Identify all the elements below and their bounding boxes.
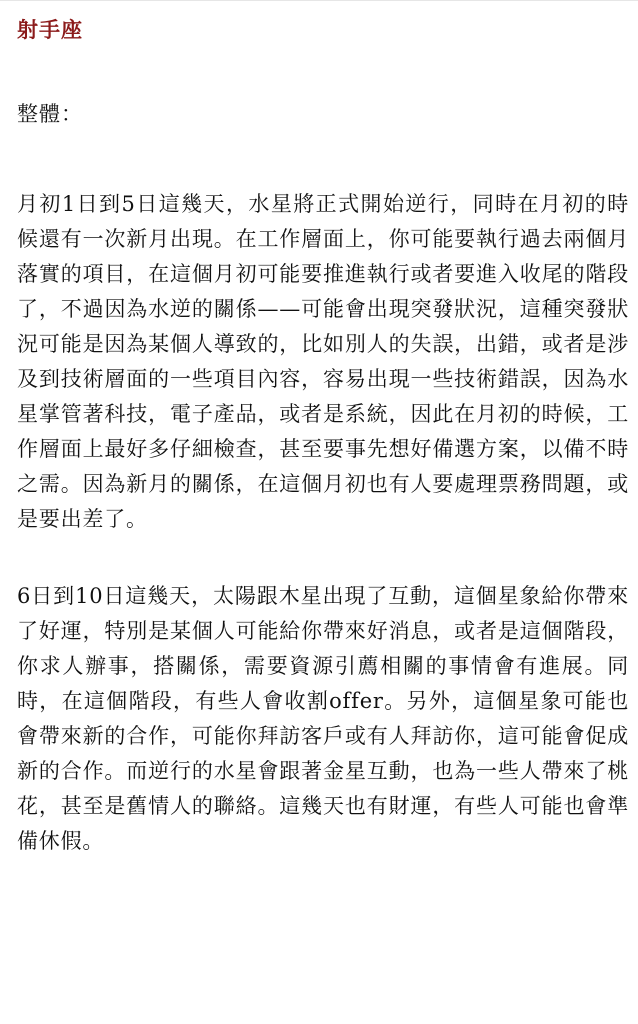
overall-heading: 整體： [17,102,83,126]
top-divider [0,0,638,1]
paragraph-days-1-5: 月初1日到5日這幾天，水星將正式開始逆行，同時在月初的時候還有一次新月出現。在工作層面上，你可能要執行過去兩個月落實的項目，在這個月初可能要推進執行或者要進入收尾的階段了，不過因為水逆的關係——可能會出現突發狀況，這種突發狀況可能是因為某個人導致的，比如別人的失誤，出錯，或者是涉及到技術層面的一些項目內容，容易出現一些技術錯誤，因為水星掌管著科技，電子產品，或者是系統，因此在月初的時候，工作層面上最好多仔細檢查，甚至要事先想好備選方案，以備不時之需。因為新月的關係，在這個月初也有人要處理票務問題，或是要出差了。 [17,192,629,531]
section-title: 射手座 [17,17,83,42]
horoscope-article [17,14,629,859]
paragraph-days-6-10: 6日到10日這幾天，太陽跟木星出現了互動，這個星象給你帶來了好運，特別是某個人可能給你帶來好消息，或者是這個階段，你求人辦事，搭關係，需要資源引薦相關的事情會有進展。同時，在這個階段，有些人會收割offer。另外，這個星象可能也會帶來新的合作，可能你拜訪客戶或有人拜訪你，這可能會促成新的合作。而逆行的水星會跟著金星互動，也為一些人帶來了桃花，甚至是舊情人的聯絡。這幾天也有財運，有些人可能也會準備休假。 [17,584,629,853]
